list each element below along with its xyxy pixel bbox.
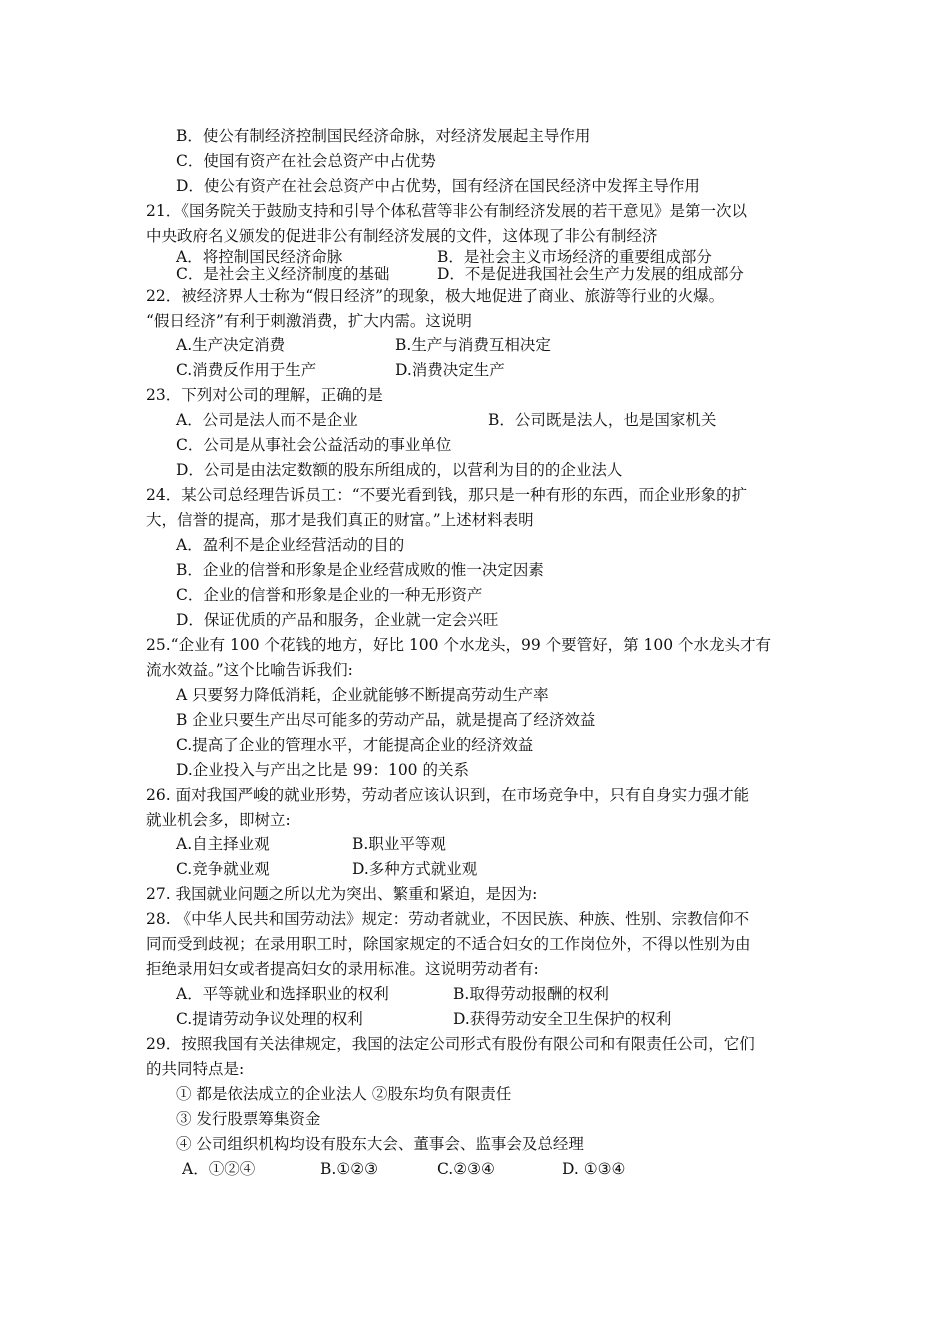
q25-option-a: A 只要努力降低消耗，企业就能够不断提高劳动生产率 — [176, 686, 549, 704]
q24-stem-line1: 24．某公司总经理告诉员工：“不要光看到钱，那只是一种有形的东西，而企业形象的扩 — [146, 486, 748, 504]
q23-option-b: B．公司既是法人，也是国家机关 — [488, 411, 717, 429]
q22-stem-line1: 22．被经济界人士称为“假日经济”的现象，极大地促进了商业、旅游等行业的火爆。 — [146, 287, 725, 305]
q22-option-d: D.消费决定生产 — [395, 361, 505, 379]
q21-stem-line2: 中央政府名义颁发的促进非公有制经济发展的文件，这体现了非公有制经济 — [146, 227, 658, 245]
q23-option-a: A．公司是法人而不是企业 — [176, 411, 358, 429]
q22-option-b: B.生产与消费互相决定 — [395, 336, 551, 354]
q29-option-d: D. ①③④ — [562, 1160, 626, 1178]
q28-option-b: B.取得劳动报酬的权利 — [453, 985, 609, 1003]
q24-option-b: B．企业的信誉和形象是企业经营成败的惟一决定因素 — [176, 561, 544, 579]
q28-option-a: A．平等就业和选择职业的权利 — [176, 985, 389, 1003]
q28-stem-line1: 28. 《中华人民共和国劳动法》规定：劳动者就业，不因民族、种族、性别、宗教信仰不 — [146, 910, 750, 928]
q25-option-d: D.企业投入与产出之比是 99：100 的关系 — [176, 761, 469, 779]
q26-option-d: D.多种方式就业观 — [352, 860, 478, 878]
q26-stem-line1: 26. 面对我国严峻的就业形势，劳动者应该认识到，在市场竞争中，只有自身实力强才能 — [146, 786, 750, 804]
q29-stem-line1: 29．按照我国有关法律规定，我国的法定公司形式有股份有限公司和有限责任公司，它们 — [146, 1035, 755, 1053]
q25-stem-line1: 25.“企业有 100 个花钱的地方，好比 100 个水龙头，99 个要管好，第 100 个水龙头才有 — [146, 636, 772, 654]
q25-option-b: B 企业只要生产出尽可能多的劳动产品，就是提高了经济效益 — [176, 711, 596, 729]
q23-stem: 23．下列对公司的理解，正确的是 — [146, 386, 383, 404]
q29-statement-1-2: ① 都是依法成立的企业法人 ②股东均负有限责任 — [176, 1085, 512, 1103]
q29-option-b: B.①②③ — [320, 1160, 379, 1178]
q28-option-c: C.提请劳动争议处理的权利 — [176, 1010, 363, 1028]
q23-option-c: C．公司是从事社会公益活动的事业单位 — [176, 436, 452, 454]
q29-statement-3: ③ 发行股票筹集资金 — [176, 1110, 321, 1128]
q24-option-d: D．保证优质的产品和服务，企业就一定会兴旺 — [176, 611, 499, 629]
q28-stem-line3: 拒绝录用妇女或者提高妇女的录用标准。这说明劳动者有: — [146, 960, 539, 978]
q26-stem-line2: 就业机会多，即树立: — [146, 811, 291, 829]
q25-option-c: C.提高了企业的管理水平，才能提高企业的经济效益 — [176, 736, 534, 754]
q21-option-d: D．不是促进我国社会生产力发展的组成部分 — [437, 265, 744, 283]
q22-stem-line2: “假日经济”有利于刺激消费，扩大内需。这说明 — [146, 312, 472, 330]
q21-option-b: B．是社会主义市场经济的重要组成部分 — [437, 248, 712, 266]
q28-stem-line2: 同而受到歧视；在录用职工时，除国家规定的不适合妇女的工作岗位外，不得以性别为由 — [146, 935, 751, 953]
q29-statement-4: ④ 公司组织机构均设有股东大会、董事会、监事会及总经理 — [176, 1135, 584, 1153]
q23-option-d: D．公司是由法定数额的股东所组成的，以营利为目的的企业法人 — [176, 461, 623, 479]
q21-option-a: A．将控制国民经济命脉 — [176, 248, 343, 266]
q26-option-a: A.自主择业观 — [176, 835, 270, 853]
q24-stem-line2: 大，信誉的提高，那才是我们真正的财富。”上述材料表明 — [146, 511, 534, 529]
q22-option-a: A.生产决定消费 — [176, 336, 286, 354]
q26-option-c: C.竞争就业观 — [176, 860, 270, 878]
q22-option-c: C.消费反作用于生产 — [176, 361, 317, 379]
q29-option-c: C.②③④ — [437, 1160, 495, 1178]
q21-option-c: C．是社会主义经济制度的基础 — [176, 265, 390, 283]
q20-option-c: C．使国有资产在社会总资产中占优势 — [176, 152, 436, 170]
q28-option-d: D.获得劳动安全卫生保护的权利 — [453, 1010, 672, 1028]
q29-stem-line2: 的共同特点是: — [146, 1060, 245, 1078]
q24-option-a: A．盈利不是企业经营活动的目的 — [176, 536, 405, 554]
q29-option-a: A．①②④ — [182, 1160, 256, 1178]
q20-option-d: D．使公有资产在社会总资产中占优势，国有经济在国民经济中发挥主导作用 — [176, 177, 700, 195]
q24-option-c: C．企业的信誉和形象是企业的一种无形资产 — [176, 586, 483, 604]
q27-stem: 27. 我国就业问题之所以尤为突出、繁重和紧迫，是因为: — [146, 885, 538, 903]
q25-stem-line2: 流水效益。”这个比喻告诉我们: — [146, 661, 353, 679]
q20-option-b: B．使公有制经济控制国民经济命脉，对经济发展起主导作用 — [176, 127, 591, 145]
q21-stem-line1: 21．《国务院关于鼓励支持和引导个体私营等非公有制经济发展的若干意见》是第一次以 — [146, 202, 747, 220]
q26-option-b: B.职业平等观 — [352, 835, 446, 853]
